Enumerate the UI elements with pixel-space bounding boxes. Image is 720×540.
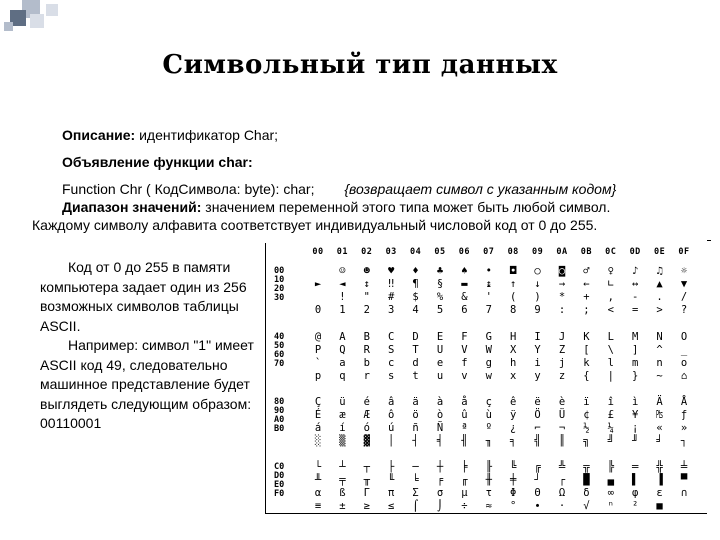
ascii-char-cell: ╓ bbox=[461, 474, 468, 486]
ascii-char-cell: 5 bbox=[436, 304, 444, 316]
column-header: 0A bbox=[556, 247, 568, 257]
ascii-char-cell: ╨ bbox=[314, 474, 322, 486]
ascii-char-cell: R bbox=[363, 344, 370, 356]
ascii-char-cell: l bbox=[607, 357, 614, 369]
ascii-char-cell: » bbox=[680, 422, 688, 434]
ascii-char-cell: > bbox=[656, 304, 663, 316]
ascii-char-cell: J bbox=[558, 331, 566, 343]
column-header: 08 bbox=[507, 247, 519, 257]
ascii-char-cell: σ bbox=[436, 487, 444, 499]
ascii-char-cell: î bbox=[607, 396, 614, 408]
ascii-char-cell: ° bbox=[510, 500, 517, 512]
ascii-char-cell: ▓ bbox=[363, 435, 370, 447]
ascii-char-cell: ╖ bbox=[485, 435, 492, 447]
ascii-char-cell: ┴ bbox=[339, 461, 346, 473]
ascii-char-cell: ± bbox=[339, 500, 346, 512]
ascii-char-cell: ╥ bbox=[363, 474, 370, 486]
ascii-char-cell: ╤ bbox=[339, 474, 346, 486]
ascii-char-cell: ▼ bbox=[680, 278, 688, 290]
ascii-char-cell: ♦ bbox=[412, 265, 419, 277]
ascii-char-cell: √ bbox=[583, 500, 590, 512]
ascii-char-cell: º bbox=[485, 422, 492, 434]
ascii-char-cell: └ bbox=[314, 461, 322, 473]
column-header: 0D bbox=[629, 247, 641, 257]
function-comment: {возвращает символ с указанным кодом} bbox=[344, 181, 617, 197]
ascii-char-cell: Σ bbox=[412, 487, 419, 499]
ascii-char-cell: 7 bbox=[485, 304, 492, 316]
ascii-char-cell: ∙ bbox=[534, 500, 541, 512]
ascii-char-cell: U bbox=[436, 344, 444, 356]
ascii-char-cell: ╟ bbox=[485, 461, 492, 473]
ascii-char-cell: ÿ bbox=[510, 409, 517, 421]
ascii-char-cell: ☻ bbox=[363, 265, 370, 277]
ascii-char-cell: m bbox=[632, 357, 639, 369]
ascii-char-cell: ╝ bbox=[607, 435, 614, 447]
ascii-char-cell: ½ bbox=[583, 422, 590, 434]
ascii-char-cell: ú bbox=[388, 422, 395, 434]
ascii-char-cell: ² bbox=[632, 500, 639, 512]
ascii-char-cell: Y bbox=[534, 344, 541, 356]
ascii-char-cell: t bbox=[412, 370, 419, 382]
ascii-char-cell: ↓ bbox=[534, 278, 541, 290]
ascii-char-cell: M bbox=[632, 331, 639, 343]
ascii-char-cell: δ bbox=[583, 487, 590, 499]
ascii-char-cell: ┐ bbox=[680, 435, 688, 447]
ascii-char-cell: ╙ bbox=[388, 474, 395, 486]
ascii-char-cell: ◙ bbox=[558, 265, 566, 277]
ascii-char-cell: ╠ bbox=[607, 461, 614, 473]
ascii-char-cell: ╩ bbox=[558, 461, 566, 473]
range-line bbox=[62, 198, 610, 216]
ascii-char-cell: o bbox=[680, 357, 688, 369]
ascii-char-cell: u bbox=[436, 370, 444, 382]
declaration-line bbox=[62, 153, 253, 171]
ascii-char-cell: V bbox=[461, 344, 468, 356]
ascii-char-cell: ª bbox=[461, 422, 468, 434]
ascii-char-cell: k bbox=[583, 357, 590, 369]
ascii-char-cell: τ bbox=[485, 487, 492, 499]
ascii-char-cell: ` bbox=[314, 357, 322, 369]
declaration-label: Объявление функции char: bbox=[62, 154, 253, 170]
column-header: 00 bbox=[312, 247, 324, 257]
ascii-char-cell: å bbox=[461, 396, 468, 408]
ascii-char-cell: ≡ bbox=[314, 500, 322, 512]
ascii-char-cell: ┘ bbox=[534, 474, 541, 486]
ascii-char-cell: p bbox=[314, 370, 322, 382]
ascii-char-cell: E bbox=[436, 331, 444, 343]
ascii-char-cell: f bbox=[461, 357, 468, 369]
ascii-char-cell: Γ bbox=[363, 487, 370, 499]
ascii-char-cell: → bbox=[558, 278, 566, 290]
ascii-char-cell: b bbox=[363, 357, 370, 369]
ascii-char-cell: ¬ bbox=[558, 422, 566, 434]
ascii-char-cell: A bbox=[339, 331, 346, 343]
ascii-char-cell: é bbox=[363, 396, 370, 408]
ascii-char-cell: ▌ bbox=[632, 474, 639, 486]
column-header: 02 bbox=[361, 247, 373, 257]
ascii-char-cell: * bbox=[558, 291, 566, 303]
ascii-char-cell: ▐ bbox=[656, 474, 663, 486]
ascii-char-cell: φ bbox=[632, 487, 639, 499]
ascii-char-cell: ε bbox=[656, 487, 663, 499]
ascii-char-cell: s bbox=[388, 370, 395, 382]
ascii-char-cell: ( bbox=[510, 291, 517, 303]
ascii-char-cell: û bbox=[461, 409, 468, 421]
ascii-char-cell: [ bbox=[583, 344, 590, 356]
ascii-char-cell: ∩ bbox=[680, 487, 688, 499]
ascii-char-cell: ü bbox=[339, 396, 346, 408]
ascii-char-cell: ▲ bbox=[656, 278, 663, 290]
ascii-char-cell: P bbox=[314, 344, 322, 356]
ascii-char-cell: : bbox=[558, 304, 566, 316]
ascii-char-cell: ñ bbox=[412, 422, 419, 434]
ascii-char-cell: . bbox=[656, 291, 663, 303]
ascii-char-cell: ╞ bbox=[461, 461, 468, 473]
function-line bbox=[62, 180, 616, 198]
ascii-char-cell: ╛ bbox=[656, 435, 663, 447]
description-label: Описание: bbox=[62, 127, 136, 143]
column-header: 0B bbox=[580, 247, 593, 257]
ascii-char-cell: 1 bbox=[339, 304, 346, 316]
ascii-char-cell: ↨ bbox=[485, 278, 492, 290]
ascii-char-cell: ê bbox=[510, 396, 517, 408]
ascii-char-cell: 9 bbox=[534, 304, 541, 316]
ascii-char-cell: ^ bbox=[656, 344, 663, 356]
ascii-char-cell: ‼ bbox=[388, 278, 395, 290]
description-text: идентификатор Char; bbox=[135, 127, 279, 143]
column-header: 06 bbox=[458, 247, 471, 257]
ascii-char-cell: r bbox=[363, 370, 370, 382]
ascii-char-cell: ⌐ bbox=[534, 422, 541, 434]
ascii-char-cell: 4 bbox=[412, 304, 419, 316]
ascii-char-cell: ■ bbox=[656, 500, 663, 512]
ascii-char-cell: { bbox=[583, 370, 590, 382]
ascii-char-cell: ┌ bbox=[558, 474, 566, 486]
ascii-char-cell bbox=[672, 500, 696, 512]
ascii-char-cell: ∞ bbox=[607, 487, 614, 499]
ascii-char-cell: ▀ bbox=[680, 474, 688, 486]
ascii-char-cell: % bbox=[436, 291, 444, 303]
ascii-char-cell: j bbox=[558, 357, 566, 369]
ascii-char-cell: ▄ bbox=[607, 474, 614, 486]
ascii-char-cell: ╧ bbox=[680, 461, 688, 473]
ascii-char-cell: É bbox=[314, 409, 322, 421]
ascii-char-cell: c bbox=[388, 357, 395, 369]
column-header: 05 bbox=[434, 247, 446, 257]
ascii-char-cell: ¢ bbox=[583, 409, 590, 421]
ascii-char-cell: ≥ bbox=[363, 500, 370, 512]
ascii-char-cell: ○ bbox=[534, 265, 541, 277]
ascii-char-cell: █ bbox=[583, 474, 590, 486]
ascii-char-cell: ÷ bbox=[461, 500, 468, 512]
ascii-char-cell: O bbox=[680, 331, 688, 343]
ascii-char-cell: h bbox=[510, 357, 517, 369]
ascii-char-cell: ß bbox=[339, 487, 346, 499]
ascii-char-cell: Φ bbox=[510, 487, 517, 499]
ascii-char-cell: ♀ bbox=[607, 265, 614, 277]
ascii-char-cell: í bbox=[339, 422, 346, 434]
ascii-char-cell: ☺ bbox=[339, 265, 346, 277]
ascii-char-cell: Ñ bbox=[436, 422, 444, 434]
ascii-char-cell bbox=[306, 265, 330, 277]
ascii-char-cell: ╕ bbox=[510, 435, 517, 447]
ascii-char-cell: 0 bbox=[314, 304, 322, 316]
ascii-char-cell: 6 bbox=[461, 304, 468, 316]
decorative-squares bbox=[0, 0, 70, 40]
ascii-char-cell: • bbox=[485, 265, 492, 277]
ascii-char-cell: ┼ bbox=[436, 461, 444, 473]
ascii-char-cell: " bbox=[363, 291, 370, 303]
ascii-char-cell: ▒ bbox=[339, 435, 346, 447]
ascii-char-cell: d bbox=[412, 357, 419, 369]
ascii-char-cell: ∟ bbox=[607, 278, 614, 290]
ascii-char-cell: @ bbox=[314, 331, 322, 343]
ascii-char-cell: ⌠ bbox=[412, 500, 419, 512]
ascii-char-cell: ♪ bbox=[632, 265, 639, 277]
explanation-paragraph-1: Код от 0 до 255 в памяти компьютера задает один из 256 возможных символов таблицы ASCII. bbox=[40, 259, 247, 334]
ascii-char-cell: Q bbox=[339, 344, 346, 356]
ascii-char-cell: < bbox=[607, 304, 614, 316]
ascii-char-cell: ä bbox=[412, 396, 419, 408]
ascii-char-cell: ò bbox=[436, 409, 444, 421]
ascii-char-cell: ì bbox=[632, 396, 639, 408]
ascii-char-cell: ù bbox=[485, 409, 492, 421]
ascii-char-cell: T bbox=[412, 344, 419, 356]
ascii-char-cell: x bbox=[510, 370, 517, 382]
ascii-char-cell: X bbox=[510, 344, 517, 356]
ascii-char-cell: ↑ bbox=[510, 278, 517, 290]
ascii-char-cell bbox=[306, 291, 330, 303]
ascii-char-cell: _ bbox=[680, 344, 688, 356]
ascii-char-cell: ₧ bbox=[656, 409, 663, 421]
ascii-char-cell: # bbox=[388, 291, 395, 303]
ascii-char-cell: £ bbox=[607, 409, 614, 421]
ascii-char-cell: « bbox=[656, 422, 663, 434]
column-header: 0E bbox=[653, 247, 666, 257]
ascii-char-cell: - bbox=[632, 291, 639, 303]
ascii-char-cell: W bbox=[485, 344, 492, 356]
ascii-char-cell: ↕ bbox=[363, 278, 370, 290]
ascii-char-cell: I bbox=[534, 331, 541, 343]
row-label-group: C0 D0 E0 F0 bbox=[274, 462, 285, 499]
ascii-char-cell: ⌂ bbox=[680, 370, 688, 382]
ascii-char-cell: K bbox=[583, 331, 590, 343]
ascii-char-cell: $ bbox=[412, 291, 419, 303]
ascii-char-cell: z bbox=[558, 370, 566, 382]
ascii-char-cell: ç bbox=[485, 396, 492, 408]
ascii-char-cell: ╬ bbox=[656, 461, 663, 473]
ascii-char-cell: ╔ bbox=[534, 461, 541, 473]
ascii-char-cell: Ç bbox=[314, 396, 322, 408]
range-label: Диапазон значений: bbox=[62, 199, 202, 215]
ascii-char-cell: Θ bbox=[534, 487, 541, 499]
ascii-char-cell: ë bbox=[534, 396, 541, 408]
ascii-char-cell: ; bbox=[583, 304, 590, 316]
ascii-char-cell: · bbox=[558, 500, 566, 512]
ascii-char-cell: 2 bbox=[363, 304, 370, 316]
ascii-char-cell: ═ bbox=[632, 461, 639, 473]
ascii-char-cell: ¥ bbox=[632, 409, 639, 421]
ascii-char-cell: 3 bbox=[388, 304, 395, 316]
ascii-char-cell: ~ bbox=[656, 370, 663, 382]
ascii-char-cell: ƒ bbox=[680, 409, 688, 421]
ascii-char-cell: ◘ bbox=[510, 265, 517, 277]
ascii-char-cell: + bbox=[583, 291, 590, 303]
ascii-char-cell: n bbox=[656, 357, 663, 369]
ascii-char-cell: \ bbox=[607, 344, 614, 356]
ascii-char-cell: è bbox=[558, 396, 566, 408]
row-label-group: 80 90 A0 B0 bbox=[274, 397, 285, 434]
ascii-char-cell: Ä bbox=[656, 396, 663, 408]
ascii-char-cell: ? bbox=[680, 304, 688, 316]
ascii-char-cell: § bbox=[436, 278, 444, 290]
ascii-char-cell: ╘ bbox=[412, 474, 419, 486]
ascii-char-cell: α bbox=[314, 487, 322, 499]
ascii-char-cell: ¼ bbox=[607, 422, 614, 434]
column-header: 0C bbox=[605, 247, 617, 257]
ascii-char-cell: N bbox=[656, 331, 663, 343]
ascii-char-cell: ô bbox=[388, 409, 395, 421]
ascii-char-cell: Ü bbox=[558, 409, 566, 421]
row-label-group: 00 10 20 30 bbox=[274, 266, 285, 303]
ascii-char-cell: G bbox=[485, 331, 492, 343]
function-signature: Function Chr ( КодСимвола: byte): char; bbox=[62, 181, 315, 197]
ascii-char-cell: ! bbox=[339, 291, 346, 303]
row-label-group: 40 50 60 70 bbox=[274, 332, 285, 369]
ascii-char-cell: ║ bbox=[558, 435, 566, 447]
ascii-char-cell: ╜ bbox=[632, 435, 639, 447]
ascii-char-cell: a bbox=[339, 357, 346, 369]
ascii-char-cell: ☼ bbox=[680, 265, 688, 277]
description-line bbox=[62, 126, 278, 144]
ascii-char-cell: ≤ bbox=[388, 500, 395, 512]
ascii-char-cell: S bbox=[388, 344, 395, 356]
ascii-char-cell: B bbox=[363, 331, 370, 343]
ascii-char-cell: ' bbox=[485, 291, 492, 303]
ascii-char-cell: ┤ bbox=[412, 435, 419, 447]
column-header: 03 bbox=[385, 247, 397, 257]
page-title: Символьный тип данных bbox=[162, 50, 558, 80]
ascii-char-cell: Æ bbox=[363, 409, 370, 421]
ascii-char-cell: ♠ bbox=[461, 265, 468, 277]
ascii-char-cell: æ bbox=[339, 409, 346, 421]
ascii-char-cell: Å bbox=[680, 396, 688, 408]
alphabet-note: Каждому символу алфавита соответствует индивидуальный числовой код от 0 до 255. bbox=[32, 217, 598, 233]
ascii-char-cell: ≈ bbox=[485, 500, 492, 512]
table-corner-tick bbox=[707, 240, 711, 241]
ascii-char-cell: D bbox=[412, 331, 419, 343]
column-header: 0F bbox=[678, 247, 690, 257]
ascii-char-cell: = bbox=[632, 304, 639, 316]
ascii-char-cell: & bbox=[461, 291, 468, 303]
ascii-char-cell: ► bbox=[314, 278, 322, 290]
ascii-char-cell: y bbox=[534, 370, 541, 382]
ascii-char-cell: L bbox=[607, 331, 614, 343]
ascii-char-cell: ─ bbox=[412, 461, 419, 473]
ascii-char-cell: ┬ bbox=[363, 461, 370, 473]
ascii-char-cell: w bbox=[485, 370, 492, 382]
ascii-char-cell: ] bbox=[632, 344, 639, 356]
ascii-char-cell: 8 bbox=[510, 304, 517, 316]
ascii-char-cell: ╚ bbox=[510, 461, 517, 473]
ascii-char-cell: q bbox=[339, 370, 346, 382]
ascii-char-cell: ⁿ bbox=[607, 500, 614, 512]
ascii-char-cell: á bbox=[314, 422, 322, 434]
ascii-char-cell: ♫ bbox=[656, 265, 663, 277]
ascii-char-cell: / bbox=[680, 291, 688, 303]
ascii-char-cell: ó bbox=[363, 422, 370, 434]
ascii-char-cell: H bbox=[510, 331, 517, 343]
ascii-char-cell: ╡ bbox=[436, 435, 444, 447]
column-header: 04 bbox=[409, 247, 422, 257]
ascii-char-cell: ¡ bbox=[632, 422, 639, 434]
ascii-char-cell: ╫ bbox=[485, 474, 492, 486]
ascii-code-table bbox=[265, 243, 707, 514]
ascii-char-cell: ← bbox=[583, 278, 590, 290]
column-header: 09 bbox=[531, 247, 544, 257]
ascii-char-cell: ¿ bbox=[510, 422, 517, 434]
range-text: значением переменной этого типа может быть любой символ. bbox=[201, 199, 611, 215]
ascii-char-cell: π bbox=[388, 487, 395, 499]
ascii-char-cell: ╪ bbox=[510, 474, 517, 486]
ascii-char-cell: g bbox=[485, 357, 492, 369]
ascii-char-cell: ♥ bbox=[388, 265, 395, 277]
ascii-char-cell: µ bbox=[461, 487, 468, 499]
ascii-char-cell: Z bbox=[558, 344, 566, 356]
ascii-char-cell: v bbox=[461, 370, 468, 382]
ascii-char-cell: ╒ bbox=[436, 474, 444, 486]
ascii-char-cell: , bbox=[607, 291, 614, 303]
ascii-char-cell: ╗ bbox=[583, 435, 590, 447]
ascii-char-cell: ░ bbox=[314, 435, 322, 447]
explanation-text bbox=[40, 258, 258, 434]
ascii-char-cell: ♣ bbox=[436, 265, 444, 277]
ascii-char-cell: │ bbox=[388, 435, 395, 447]
ascii-char-cell: e bbox=[436, 357, 444, 369]
ascii-char-cell: i bbox=[534, 357, 541, 369]
ascii-char-cell: ) bbox=[534, 291, 541, 303]
ascii-char-cell: ↔ bbox=[632, 278, 639, 290]
ascii-char-cell: | bbox=[607, 370, 614, 382]
ascii-char-cell: ╣ bbox=[534, 435, 541, 447]
ascii-char-cell: ├ bbox=[388, 461, 395, 473]
ascii-char-cell: ╦ bbox=[583, 461, 590, 473]
ascii-char-cell: ♂ bbox=[583, 265, 590, 277]
ascii-char-cell: F bbox=[461, 331, 468, 343]
ascii-char-cell: } bbox=[632, 370, 639, 382]
ascii-char-cell: ▬ bbox=[461, 278, 468, 290]
column-header: 01 bbox=[336, 247, 349, 257]
ascii-char-cell: à bbox=[436, 396, 444, 408]
column-header: 07 bbox=[483, 247, 495, 257]
ascii-char-cell: ¶ bbox=[412, 278, 419, 290]
ascii-char-cell: â bbox=[388, 396, 395, 408]
ascii-char-cell: C bbox=[388, 331, 395, 343]
ascii-char-cell: ◄ bbox=[339, 278, 346, 290]
ascii-char-cell: Ö bbox=[534, 409, 541, 421]
ascii-char-cell: ö bbox=[412, 409, 419, 421]
ascii-char-cell: ⌡ bbox=[436, 500, 444, 512]
ascii-char-cell: Ω bbox=[558, 487, 566, 499]
ascii-char-cell: ╢ bbox=[461, 435, 468, 447]
explanation-paragraph-2: Например: символ "1" имеет ASCII код 49, следовательно машинное представление будет выглядеть следующим образом: 00110001 bbox=[40, 337, 254, 431]
ascii-char-cell: ï bbox=[583, 396, 590, 408]
